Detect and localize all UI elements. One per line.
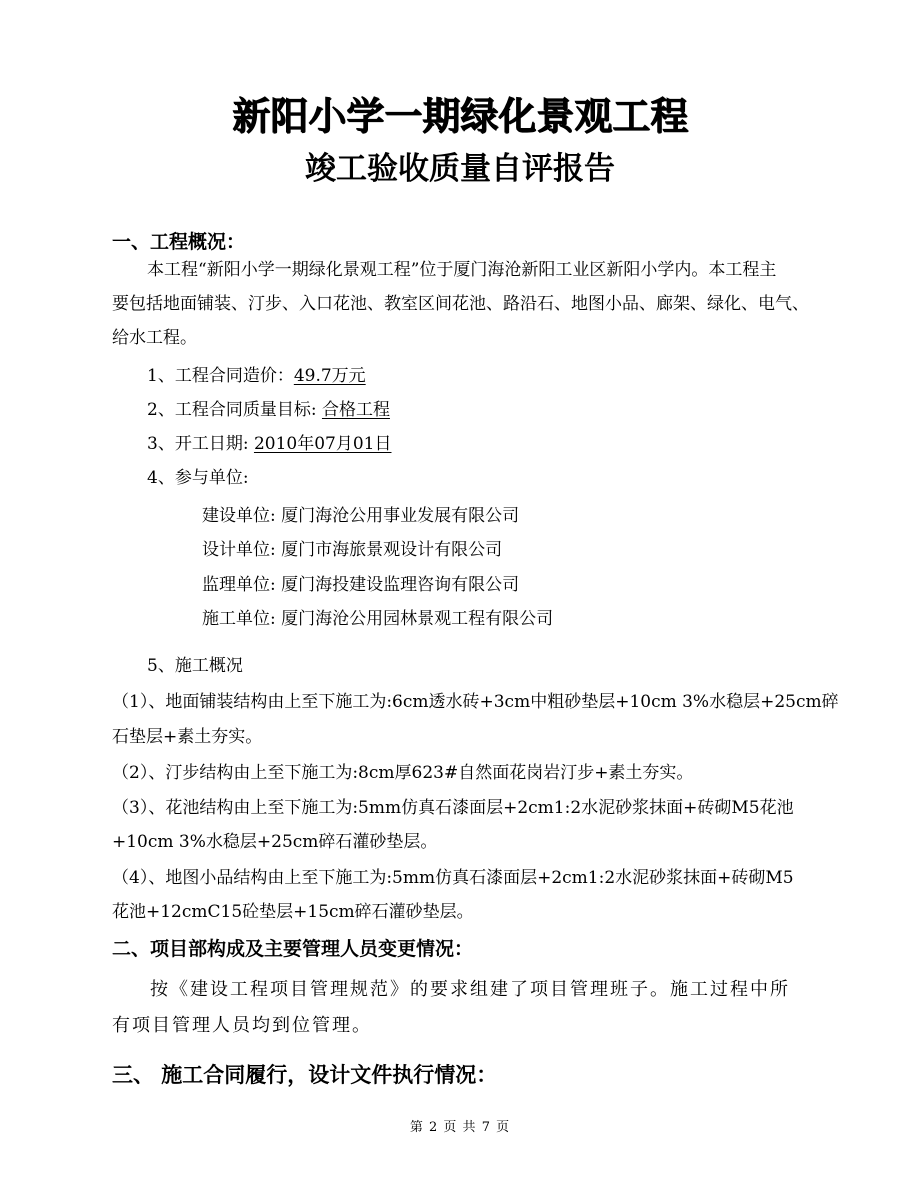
participant-item: 监理单位: 厦门海投建设监理咨询有限公司 [202,575,520,595]
construction-line: 花池+12cmC15砼垫层+15cm碎石灌砂垫层。 [112,902,474,922]
document-subtitle: 竣工验收质量自评报告 [305,151,615,187]
participant-item: 设计单位: 厦门市海旅景观设计有限公司 [202,540,503,560]
section1-intro-line: 给水工程。 [112,328,197,348]
document-title: 新阳小学一期绿化景观工程 [231,94,688,138]
quality-target-value: 合格工程 [321,400,390,420]
section2-line: 有项目管理人员均到位管理。 [112,1015,372,1036]
section1-intro-line: 本工程“新阳小学一期绿化景观工程”位于厦门海沧新阳工业区新阳小学内。本工程主 [147,260,777,280]
construction-line: 石垫层+素土夯实。 [112,727,263,747]
quality-target-label: 2、工程合同质量目标: [147,400,322,420]
contract-price-label: 1、工程合同造价： [147,366,294,386]
construction-line: （1）、地面铺装结构由上至下施工为:6cm透水砖+3cm中粗砂垫层+10cm 3%水稳层+25cm碎 [112,692,839,712]
start-date-label: 3、开工日期: [147,434,254,454]
section1-heading: 一、工程概况： [112,231,246,253]
start-date-row [147,434,391,454]
construction-line: （2）、汀步结构由上至下施工为:8cm厚623#自然面花岗岩汀步+素土夯实。 [112,763,694,783]
construction-line: +10cm 3%水稳层+25cm碎石灌砂垫层。 [112,832,438,852]
construction-label: 5、施工概况 [147,656,243,676]
construction-line: （4）、地图小品结构由上至下施工为:5mm仿真石漆面层+2cm1:2水泥砂浆抹面+砖砌M5 [112,868,794,888]
start-date-value: 2010年07月01日 [253,434,392,454]
participant-item: 施工单位: 厦门海沧公用园林景观工程有限公司 [202,609,554,629]
page-footer: 第 2 页 共 7 页 [409,1120,511,1135]
participants-label: 4、参与单位: [147,468,249,488]
construction-line: （3）、花池结构由上至下施工为:5mm仿真石漆面层+2cm1:2水泥砂浆抹面+砖砌M5花池 [112,798,794,818]
contract-price-value: 49.7万元 [293,366,366,386]
section2-heading: 二、项目部构成及主要管理人员变更情况： [112,938,474,960]
section1-intro-line: 要包括地面铺装、汀步、入口花池、教室区间花池、路沿石、地图小品、廊架、绿化、电气、 [112,294,809,314]
participant-item: 建设单位: 厦门海沧公用事业发展有限公司 [202,506,520,526]
contract-price-row [147,366,366,386]
section3-heading: 三、 施工合同履行，设计文件执行情况： [112,1063,498,1087]
quality-target-row [147,400,390,420]
section2-line: 按《建设工程项目管理规范》的要求组建了项目管理班子。施工过程中所 [150,979,790,1000]
